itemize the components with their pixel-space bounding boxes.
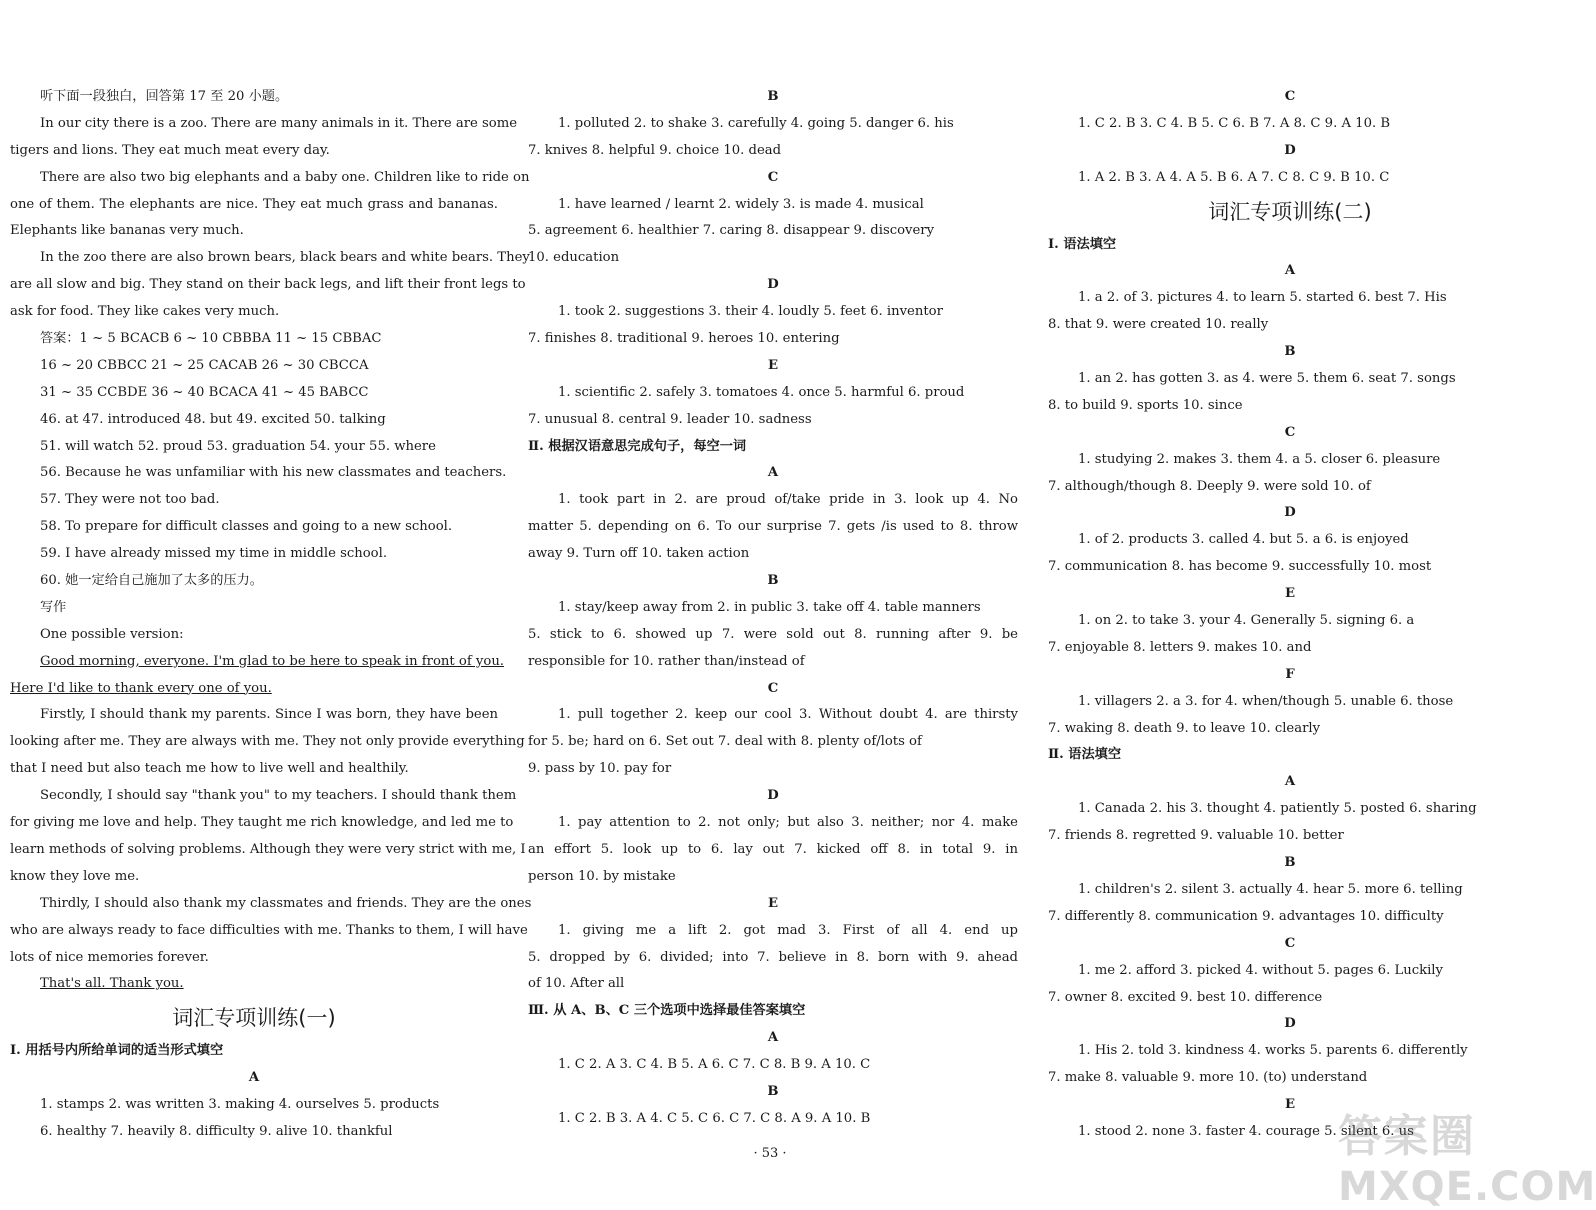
text-line (10, 864, 498, 891)
section-letter-text: B (767, 89, 779, 104)
text-line-text: 1. a 2. of 3. pictures 4. to learn 5. started 6. best 7. His (1078, 290, 1447, 306)
text-line (10, 541, 498, 568)
section-letter (1048, 339, 1532, 366)
text-line (10, 837, 526, 864)
section-letter-text: A (767, 1030, 779, 1046)
section-letter-text: D (1284, 505, 1296, 521)
text-line-text: Good morning, everyone. I'm glad to be here to speak in front of you. (40, 653, 505, 669)
exercise-heading (528, 998, 1018, 1025)
section-letter (528, 84, 1018, 111)
text-line (528, 514, 1018, 541)
text-line-text: know they love me. (10, 868, 140, 884)
section-letter-text: D (1284, 142, 1296, 158)
text-line (528, 702, 1018, 729)
text-line-text: 1. of 2. products 3. called 4. but 5. a 6. is enjoyed (1078, 532, 1409, 548)
text-line-text: 7. waking 8. death 9. to leave 10. clearly (1048, 720, 1321, 736)
text-line (528, 864, 1018, 891)
text-line (10, 891, 532, 918)
text-line-text: 1. have learned / learnt 2. widely 3. is made 4. musical (558, 196, 924, 212)
text-line (528, 1106, 1018, 1133)
text-line (10, 299, 498, 326)
text-line-text: 8. to build 9. sports 10. since (1048, 397, 1243, 413)
text-line (10, 810, 514, 837)
text-line (10, 218, 498, 245)
section-letter (1048, 931, 1532, 958)
text-line (1048, 393, 1532, 420)
text-line (528, 380, 1018, 407)
section-letter-text: D (767, 277, 779, 293)
text-line (10, 568, 498, 595)
section-letter (1048, 500, 1532, 527)
text-line-text: 5. agreement 6. healthier 7. caring 8. disappear 9. discovery (528, 223, 935, 239)
text-line (10, 918, 528, 945)
text-line-text: 9. pass by 10. pay for (528, 761, 672, 777)
text-line (1048, 312, 1532, 339)
watermark-text: 答案圈 (1338, 1111, 1476, 1162)
section-letter (528, 1079, 1018, 1106)
section-letter (528, 460, 1018, 487)
text-line-text: 8. that 9. were created 10. really (1048, 317, 1269, 333)
text-line-text: looking after me. They are always with me. They not only provide everything (10, 734, 525, 750)
text-line-text: 1. children's 2. silent 3. actually 4. hear 5. more 6. telling (1078, 881, 1463, 897)
text-line-text: 58. To prepare for difficult classes and going to a new school. (40, 519, 453, 535)
exercise-heading (1048, 742, 1532, 769)
text-line-text: Elephants like bananas very much. (10, 223, 244, 239)
text-line (10, 353, 498, 380)
text-line-text: 1. giving me a lift 2. got mad 3. First of all 4. end up (558, 922, 1018, 938)
section-letter-text: E (1284, 1097, 1296, 1113)
text-line-text: 听下面一段独白，回答第 17 至 20 小题。 (40, 89, 289, 104)
section-letter (10, 1065, 498, 1092)
text-line (528, 487, 1018, 514)
text-line (1048, 985, 1532, 1012)
section-letter (528, 783, 1018, 810)
text-line-text: 7. differently 8. communication 9. advantages 10. difficulty (1048, 908, 1444, 924)
text-line (528, 729, 1018, 756)
text-line-text: In our city there is a zoo. There are many animals in it. There are some (40, 115, 518, 131)
text-line-text: There are also two big elephants and a baby one. Children like to ride on (40, 169, 530, 185)
text-line (10, 487, 498, 514)
section-letter (1048, 850, 1532, 877)
exercise-heading-text: Ⅲ. 从 A、B、C 三个选项中选择最佳答案填空 (528, 1003, 806, 1019)
text-line-text: 1. Canada 2. his 3. thought 4. patiently 5. posted 6. sharing (1078, 801, 1477, 817)
text-line (528, 541, 1018, 568)
answer-column-middle (528, 84, 1018, 1133)
text-line-text: 7. knives 8. helpful 9. choice 10. dead (528, 142, 782, 158)
section-title (10, 998, 498, 1038)
text-line-text: responsible for 10. rather than/instead of (528, 653, 805, 669)
section-letter-text: A (248, 1070, 260, 1086)
watermark-logo (1338, 1100, 1596, 1210)
text-line (528, 837, 1018, 864)
answer-column-left (10, 84, 532, 1146)
exercise-heading (10, 1038, 498, 1065)
text-line-text: ask for food. They like cakes very much. (10, 304, 280, 320)
section-letter-text: C (1284, 935, 1296, 951)
text-line (1048, 689, 1532, 716)
section-letter-text: A (767, 465, 779, 481)
answer-column-right (1048, 84, 1532, 1146)
text-line-text: 1. C 2. B 3. A 4. C 5. C 6. C 7. C 8. A 9. A 10. B (558, 1110, 871, 1126)
text-line (10, 514, 498, 541)
section-letter-text: C (1284, 89, 1296, 104)
text-line-text: 1. stamps 2. was written 3. making 4. ourselves 5. products (40, 1097, 440, 1113)
section-letter (528, 272, 1018, 299)
text-line-text: 1. stood 2. none 3. faster 4. courage 5. silent 6. us (1078, 1123, 1414, 1139)
section-letter-text: F (1285, 666, 1295, 682)
text-line-text: for 5. be; hard on 6. Set out 7. deal with 8. plenty of/lots of (528, 734, 922, 750)
text-line-text: tigers and lions. They eat much meat every day. (10, 142, 330, 158)
section-title-text: 词汇专项训练(一) (172, 1006, 336, 1031)
text-line (1048, 474, 1532, 501)
text-line (528, 245, 1018, 272)
text-line-text: 5. stick to 6. showed up 7. were sold out 8. running after 9. be (528, 626, 1018, 642)
text-line (10, 380, 498, 407)
watermark-url: MXQE.COM (1338, 1164, 1596, 1210)
text-line-text: 7. friends 8. regretted 9. valuable 10. better (1048, 828, 1344, 844)
text-line-text: 1. C 2. B 3. C 4. B 5. C 6. B 7. A 8. C 9. A 10. B (1078, 115, 1391, 131)
exercise-heading (1048, 232, 1532, 259)
section-letter (1048, 581, 1532, 608)
text-line (528, 971, 1018, 998)
text-line-text: 7. although/though 8. Deeply 9. were sold 10. of (1048, 478, 1371, 494)
text-line (1048, 165, 1532, 192)
text-line (528, 192, 1018, 219)
text-line-text: 7. communication 8. has become 9. successfully 10. most (1048, 559, 1432, 575)
text-line-text: learn methods of solving problems. Although they were very strict with me, I (10, 841, 526, 857)
text-line (10, 649, 505, 676)
text-line (1048, 527, 1532, 554)
text-line (1048, 796, 1532, 823)
section-letter-text: C (767, 169, 779, 185)
text-line-text: 59. I have already missed my time in middle school. (40, 546, 388, 562)
text-line-text: 1. A 2. B 3. A 4. A 5. B 6. A 7. C 8. C 9. B 10. C (1078, 169, 1390, 185)
text-line (10, 945, 498, 972)
text-line-text: 7. make 8. valuable 9. more 10. (to) understand (1048, 1070, 1368, 1086)
text-line-text: 1. His 2. told 3. kindness 4. works 5. parents 6. differently (1078, 1043, 1468, 1059)
text-line (1048, 635, 1532, 662)
exercise-heading-text: Ⅰ. 用括号内所给单词的适当形式填空 (10, 1043, 224, 1059)
text-line (528, 756, 1018, 783)
text-line (10, 192, 498, 219)
text-line-text: That's all. Thank you. (40, 976, 184, 992)
text-line (10, 1092, 498, 1119)
text-line-text: an effort 5. look up to 6. lay out 7. kicked off 8. in total 9. in (528, 841, 1018, 857)
text-line-text: 7. enjoyable 8. letters 9. makes 10. and (1048, 639, 1312, 655)
section-title (1048, 192, 1532, 232)
text-line (1048, 608, 1532, 635)
text-line-text: Here I'd like to thank every one of you. (10, 680, 272, 696)
text-line-text: that I need but also teach me how to live well and healthily. (10, 761, 409, 777)
text-line (10, 622, 498, 649)
section-letter (1048, 662, 1532, 689)
text-line-text: 7. unusual 8. central 9. leader 10. sadness (528, 411, 812, 427)
text-line-text: are all slow and big. They stand on their back legs, and lift their front legs to (10, 277, 526, 293)
text-line (10, 460, 507, 487)
text-line-text: 1. an 2. has gotten 3. as 4. were 5. them 6. seat 7. songs (1078, 371, 1456, 387)
text-line (1048, 1038, 1532, 1065)
section-letter-text: C (767, 680, 779, 696)
text-line (10, 1119, 498, 1146)
text-line (528, 407, 1018, 434)
section-letter-text: D (767, 788, 779, 804)
text-line (1048, 111, 1532, 138)
text-line-text: 1. on 2. to take 3. your 4. Generally 5. signing 6. a (1078, 613, 1415, 629)
text-line-text: of 10. After all (528, 976, 625, 992)
text-line (10, 245, 530, 272)
text-line-text: for giving me love and help. They taught me rich knowledge, and led me to (10, 815, 514, 831)
text-line-text: 1. pay attention to 2. not only; but also 3. neither; nor 4. make (558, 815, 1018, 831)
text-line (10, 84, 498, 111)
text-line-text: 7. owner 8. excited 9. best 10. difference (1048, 989, 1323, 1005)
text-line-text: 5. dropped by 6. divided; into 7. believe in 8. born with 9. ahead (528, 949, 1018, 965)
section-letter (528, 353, 1018, 380)
text-line (10, 138, 498, 165)
text-line-text: 1. polluted 2. to shake 3. carefully 4. going 5. danger 6. his (558, 115, 954, 131)
text-line (1048, 958, 1532, 985)
section-letter-text: E (1284, 586, 1296, 602)
text-line (528, 595, 1018, 622)
text-line (10, 111, 518, 138)
section-letter-text: D (1284, 1016, 1296, 1032)
text-line-text: 10. education (528, 250, 620, 266)
text-line-text: one of them. The elephants are nice. They eat much grass and bananas. (10, 196, 498, 212)
text-line (10, 676, 498, 703)
section-letter (528, 165, 1018, 192)
section-letter (1048, 1011, 1532, 1038)
section-letter (1048, 84, 1532, 111)
text-line-text: Secondly, I should say "thank you" to my teachers. I should thank them (40, 788, 517, 804)
text-line-text: 46. at 47. introduced 48. but 49. excited 50. talking (40, 411, 386, 427)
text-line-text: 1. C 2. A 3. C 4. B 5. A 6. C 7. C 8. B 9. A 10. C (558, 1057, 871, 1073)
section-letter (528, 676, 1018, 703)
section-letter (528, 891, 1018, 918)
section-letter-text: E (767, 895, 779, 911)
text-line (10, 407, 498, 434)
text-line-text: 1. me 2. afford 3. picked 4. without 5. pages 6. Luckily (1078, 962, 1443, 978)
text-line (10, 971, 498, 998)
text-line (10, 702, 498, 729)
text-line-text: Firstly, I should thank my parents. Since I was born, they have been (40, 707, 498, 723)
text-line (1048, 716, 1532, 743)
text-line (1048, 285, 1532, 312)
text-line-text: 6. healthy 7. heavily 8. difficulty 9. alive 10. thankful (40, 1123, 393, 1139)
section-letter (1048, 420, 1532, 447)
section-letter (1048, 138, 1532, 165)
text-line-text: 1. stay/keep away from 2. in public 3. take off 4. table manners (558, 599, 981, 615)
text-line-text: In the zoo there are also brown bears, black bears and white bears. They (40, 250, 530, 266)
text-line (10, 756, 498, 783)
text-line-text: lots of nice memories forever. (10, 949, 209, 965)
text-line (1048, 823, 1532, 850)
section-letter-text: B (767, 1083, 779, 1099)
section-letter-text: B (767, 573, 779, 589)
text-line-text: 1. villagers 2. a 3. for 4. when/though 5. unable 6. those (1078, 693, 1454, 709)
text-line (10, 326, 498, 353)
text-line-text: 答案：1 ~ 5 BCACB 6 ~ 10 CBBBA 11 ~ 15 CBBAC (40, 331, 382, 347)
text-line (528, 138, 1018, 165)
text-line-text: 16 ~ 20 CBBCC 21 ~ 25 CACAB 26 ~ 30 CBCCA (40, 357, 369, 373)
text-line-text: person 10. by mistake (528, 868, 676, 884)
text-line-text: 1. pull together 2. keep our cool 3. Without doubt 4. are thirsty (558, 707, 1018, 723)
text-line (1048, 366, 1532, 393)
text-line (1048, 447, 1532, 474)
text-line (528, 218, 1018, 245)
text-line (1048, 877, 1532, 904)
text-line (10, 272, 526, 299)
text-line-text: 1. scientific 2. safely 3. tomatoes 4. once 5. harmful 6. proud (558, 384, 965, 400)
text-line (10, 165, 530, 192)
exercise-heading (528, 434, 1018, 461)
text-line (528, 810, 1018, 837)
section-letter (1048, 769, 1532, 796)
text-line-text: matter 5. depending on 6. To our surprise 7. gets /is used to 8. throw (528, 519, 1018, 535)
text-line-text: 60. 她一定给自己施加了太多的压力。 (40, 573, 263, 589)
section-letter-text: B (1284, 855, 1296, 871)
section-letter-text: B (1284, 344, 1296, 360)
section-letter-text: E (767, 357, 779, 373)
text-line-text: 1. studying 2. makes 3. them 4. a 5. closer 6. pleasure (1078, 451, 1441, 467)
section-letter-text: C (1284, 424, 1296, 440)
text-line-text: 31 ~ 35 CCBDE 36 ~ 40 BCACA 41 ~ 45 BABCC (40, 384, 369, 400)
section-title-text: 词汇专项训练(二) (1208, 199, 1372, 224)
text-line (10, 595, 498, 622)
text-line (528, 918, 1018, 945)
text-line (528, 111, 1018, 138)
text-line (10, 434, 498, 461)
page-number: · 53 · (753, 1146, 787, 1161)
section-letter-text: A (1284, 263, 1296, 279)
text-line (528, 1052, 1018, 1079)
text-line-text: 57. They were not too bad. (40, 492, 220, 508)
text-line (528, 622, 1018, 649)
text-line (1048, 1065, 1532, 1092)
text-line-text: 56. Because he was unfamiliar with his new classmates and teachers. (40, 465, 507, 481)
exercise-heading-text: Ⅰ. 语法填空 (1048, 236, 1117, 252)
exercise-heading-text: Ⅱ. 根据汉语意思完成句子，每空一词 (528, 438, 747, 454)
text-line-text: 7. finishes 8. traditional 9. heroes 10. entering (528, 331, 840, 347)
text-line (528, 945, 1018, 972)
text-line-text: 写作 (40, 599, 67, 615)
section-letter (528, 1025, 1018, 1052)
text-line-text: who are always ready to face difficulties with me. Thanks to them, I will have (10, 922, 528, 938)
section-letter (1048, 258, 1532, 285)
text-line-text: One possible version: (40, 626, 184, 642)
text-line (528, 649, 1018, 676)
section-letter (528, 568, 1018, 595)
text-line-text: Thirdly, I should also thank my classmates and friends. They are the ones (40, 895, 532, 911)
section-letter-text: A (1284, 774, 1296, 790)
text-line (1048, 554, 1532, 581)
text-line-text: 51. will watch 52. proud 53. graduation 54. your 55. where (40, 438, 436, 454)
text-line-text: away 9. Turn off 10. taken action (528, 546, 750, 562)
text-line-text: 1. took part in 2. are proud of/take pride in 3. look up 4. No (558, 492, 1018, 508)
text-line (528, 299, 1018, 326)
text-line (10, 783, 517, 810)
text-line (10, 729, 525, 756)
text-line (1048, 904, 1532, 931)
exercise-heading-text: Ⅱ. 语法填空 (1048, 747, 1122, 763)
text-line-text: 1. took 2. suggestions 3. their 4. loudly 5. feet 6. inventor (558, 304, 943, 320)
text-line (528, 326, 1018, 353)
